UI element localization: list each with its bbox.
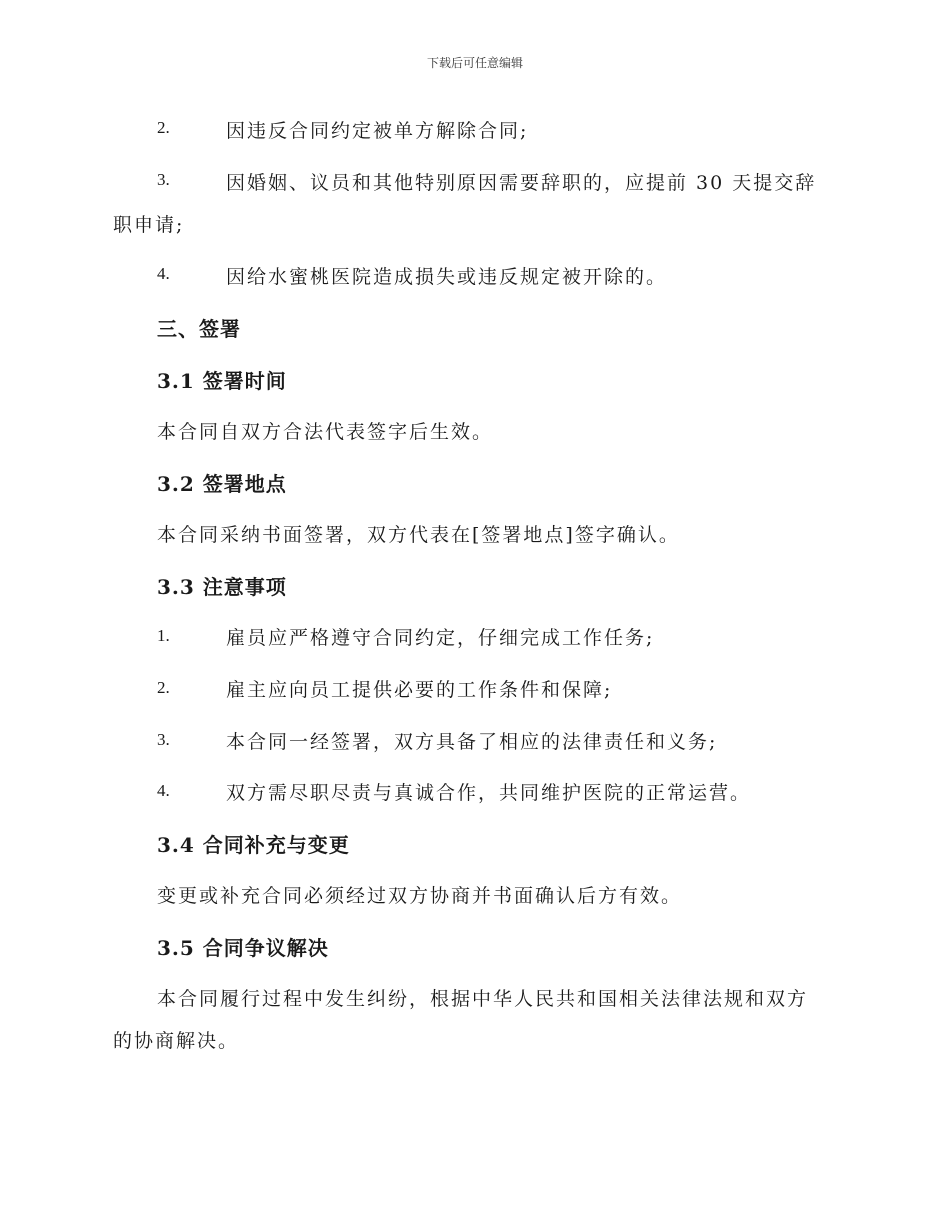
list-item-text: 本合同一经签署，双方具备了相应的法律责任和义务; [226,731,718,753]
list-item-number: 3. [157,730,170,749]
list-item-number: 4. [157,781,170,800]
list-item-text: 因婚姻、议员和其他特别原因需要辞职的，应提前 30 天提交辞 [226,172,817,194]
list-item-text: 雇员应严格遵守合同约定，仔细完成工作任务; [226,627,655,649]
subsection-heading: 3.5 合同争议解决 [157,936,329,960]
list-item-number: 2. [157,118,170,137]
paragraph: 变更或补充合同必须经过双方协商并书面确认后方有效。 [157,885,683,907]
list-item-number: 2. [157,678,170,697]
list-item-text: 因给水蜜桃医院造成损失或违反规定被开除的。 [226,266,668,288]
list-item-text: 双方需尽职尽责与真诚合作，共同维护医院的正常运营。 [226,782,752,804]
subsection-heading: 3.4 合同补充与变更 [157,833,350,857]
list-item-number: 1. [157,626,170,645]
subsection-heading: 3.1 签署时间 [157,369,287,393]
paragraph-line: 本合同履行过程中发生纠纷，根据中华人民共和国相关法律法规和双方 [157,988,809,1010]
subsection-heading: 3.3 注意事项 [157,575,287,599]
list-item-text: 因违反合同约定被单方解除合同; [226,120,529,142]
page-header: 下载后可任意编辑 [426,56,523,70]
list-item-continuation: 职申请; [113,214,185,236]
section-heading: 三、签署 [157,317,241,341]
list-item-number: 3. [157,170,170,189]
paragraph-line: 的协商解决。 [113,1030,240,1052]
subsection-heading: 3.2 签署地点 [157,472,287,496]
paragraph: 本合同采纳书面签署，双方代表在[签署地点]签字确认。 [157,524,680,546]
list-item-number: 4. [157,264,170,283]
list-item-text: 雇主应向员工提供必要的工作条件和保障; [226,679,613,701]
paragraph: 本合同自双方合法代表签字后生效。 [157,421,494,443]
